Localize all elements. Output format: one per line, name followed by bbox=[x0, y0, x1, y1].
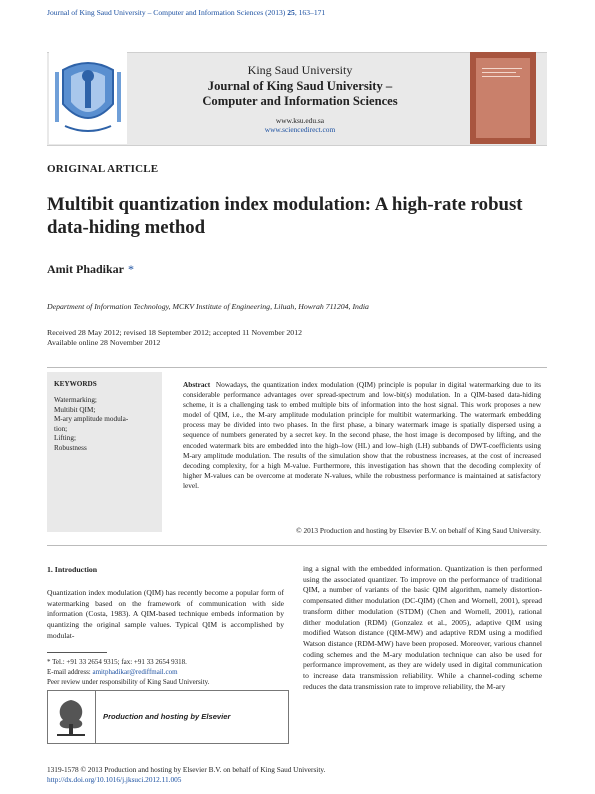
affiliation: Department of Information Technology, MCKV Institute of Engineering, Liluah, Howrah 711204, India bbox=[47, 302, 369, 311]
abstract-text: Nowadays, the quantization index modulation (QIM) principle is popular in digital watermarking due to its considerable performance advantages over spread-spectrum and low-bit(s) modulation. In a QIM-based data-hiding scheme, it is a challenging task to embed multiple bits of information into the host signal. This work proposes a new model of QIM, i.e., the M-ary amplitude modulation principle for multibit watermarking. The watermark embedding process may be divided into two phases. In the first phase, a binary watermark image is spatially dispersed using a sequence of numbers generated by a secret key. In the second phase, the host image is decomposed by lifting, and the encoded watermark bits are embedded into the high–low (HL) and low–high (LH) subbands of DWT-coefficients using M-ary amplitude modulation. The results of the simulation show that the robustness increases, at the cost of increased decoding complexity, for a high M-value. Furthermore, this investigation has shown that the decoding complexity of higher M-values can be overcome at moderate N-values, while the robustness performance is maintained at satisfactory level. bbox=[183, 380, 541, 490]
keyword-item: Watermarking; bbox=[54, 396, 97, 404]
journal-cover-inner bbox=[476, 58, 530, 138]
peer-review-note: Peer review under responsibility of King Saud University. bbox=[47, 678, 210, 686]
article-dates bbox=[47, 328, 302, 348]
abstract-body bbox=[183, 380, 541, 491]
footnote-phone: * Tel.: +91 33 2654 9315; fax: +91 33 2654 9318. bbox=[47, 658, 187, 666]
article-type: ORIGINAL ARTICLE bbox=[47, 163, 159, 175]
available-online-date: Available online 28 November 2012 bbox=[47, 338, 161, 347]
introduction-heading: 1. Introduction bbox=[47, 565, 98, 574]
keyword-item: tion; bbox=[54, 424, 68, 433]
elsevier-tree-logo-icon bbox=[51, 694, 91, 738]
journal-title-line2: Computer and Information Sciences bbox=[202, 94, 398, 108]
ksu-logo-icon bbox=[49, 52, 127, 144]
article-title: Multibit quantization index modulation: A high-rate robust data-hiding method bbox=[47, 194, 523, 238]
elsevier-hosting-text: Production and hosting by Elsevier bbox=[103, 712, 231, 721]
keyword-item: Robustness bbox=[54, 443, 87, 452]
journal-urls bbox=[135, 116, 465, 134]
journal-title bbox=[135, 79, 465, 109]
cover-title-line bbox=[482, 72, 516, 73]
abstract-top-rule bbox=[47, 367, 547, 368]
email-label: E-mail address: bbox=[47, 668, 91, 676]
elsevier-divider bbox=[95, 690, 96, 743]
doi-link[interactable]: http://dx.doi.org/10.1016/j.jksuci.2012.11.005 bbox=[47, 775, 182, 784]
author-line bbox=[47, 262, 134, 277]
page-footer bbox=[47, 765, 325, 785]
footnote-rule bbox=[47, 652, 107, 653]
issn-line: 1319-1578 © 2013 Production and hosting by Elsevier B.V. on behalf of King Saud University. bbox=[47, 765, 326, 774]
keyword-item: M-ary amplitude modula- bbox=[54, 415, 129, 424]
received-dates: Received 28 May 2012; revised 18 September 2012; accepted 11 November 2012 bbox=[47, 328, 302, 337]
journal-reference[interactable]: Journal of King Saud University – Computer and Information Sciences (2013) 25, 163–171 bbox=[47, 8, 326, 17]
footnote-tel: Tel.: +91 33 2654 9315; fax: +91 33 2654 9318. bbox=[52, 658, 187, 666]
cover-title-line bbox=[482, 76, 520, 77]
abstract-copyright: © 2013 Production and hosting by Elsevier B.V. on behalf of King Saud University. bbox=[296, 526, 541, 535]
journal-name: Journal of King Saud University – Computer and Information Sciences (2013) bbox=[47, 8, 286, 17]
journal-volume: 25 bbox=[287, 8, 295, 17]
cover-title-line bbox=[482, 68, 522, 69]
keyword-item: Lifting; bbox=[54, 434, 76, 443]
keywords-list bbox=[54, 396, 156, 454]
keyword-item: Multibit QIM; bbox=[54, 405, 96, 414]
footnote-email-line bbox=[47, 667, 287, 677]
author-name: Amit Phadikar bbox=[47, 262, 125, 276]
author-footnote-mark[interactable]: * bbox=[128, 262, 135, 276]
author-footnote bbox=[47, 657, 287, 687]
sciencedirect-link[interactable]: www.sciencedirect.com bbox=[264, 125, 336, 134]
abstract-bottom-rule bbox=[47, 545, 547, 546]
email-link[interactable]: amitphadikar@rediffmail.com bbox=[92, 668, 178, 676]
ksu-url[interactable]: www.ksu.edu.sa bbox=[275, 116, 325, 125]
introduction-left-column: Quantization index modulation (QIM) has recently become a popular form of watermarking based on the framework of communication with side information (Costa, 1983). A QIM-based technique embeds information by quantizing the original sample values. Typical QIM is accomplished by modulat- bbox=[47, 588, 284, 640]
keywords-heading: KEYWORDS bbox=[54, 380, 97, 388]
journal-pages: 163–171 bbox=[298, 8, 326, 17]
university-name: King Saud University bbox=[247, 63, 353, 77]
abstract-label: Abstract bbox=[183, 380, 211, 389]
journal-title-line1: Journal of King Saud University – bbox=[207, 79, 393, 93]
introduction-right-column: ing a signal with the embedded information. Quantization is then performed using the associated quantizer. To improve on the performance of traditional QIM, a number of variants of the basic QIM algorithm, namely distortion-compensated dither modulation (DC-QIM) (Chen and Wornell, 2001), spread transform dither modulation (STDM) (Chen and Wornell, 2001), rational dither modulation (RDM) (Gonzalez et al., 2005), adaptive QIM using modified Watson distance (QIM-MW) and adaptive RDM using a modified Watson distance (RDM-MW) have been proposed. Moreover, various channel coding schemes and the M-ary modulation technique can also be used for performance improvement, as they are widely used in digital communication to increase data transmission reliability. While a channel-coding scheme reduces the data transmission rate to improve reliability, the M-ary bbox=[303, 564, 542, 691]
